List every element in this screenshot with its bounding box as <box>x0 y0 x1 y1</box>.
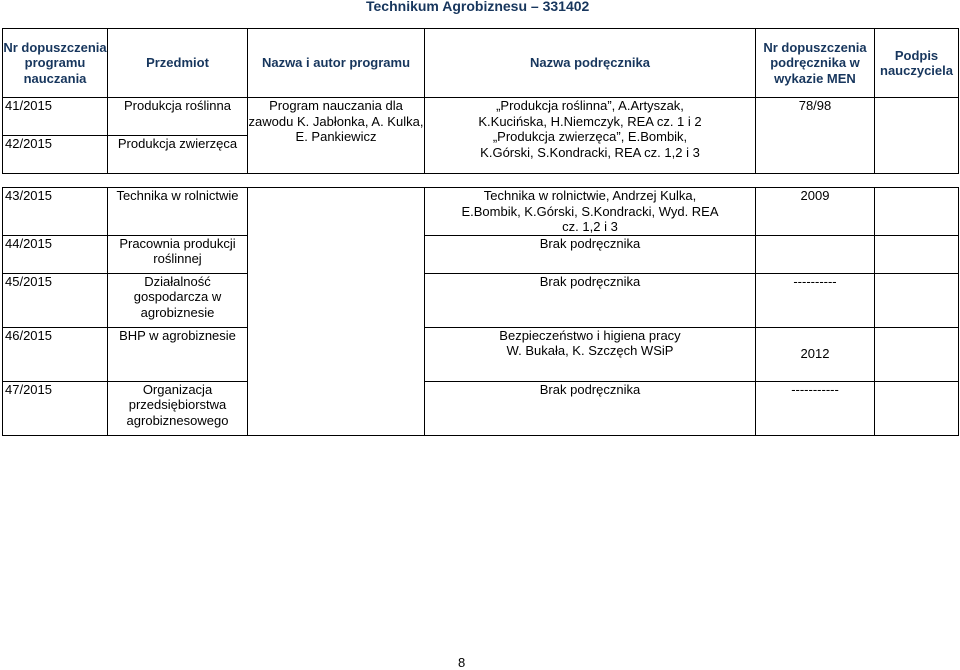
cell-przedmiot: Technika w rolnictwie <box>108 188 248 236</box>
header-nazwa-podrecznika: Nazwa podręcznika <box>425 29 756 98</box>
cell-nr: 41/2015 <box>3 98 108 136</box>
cell-podrecznik: „Produkcja roślinna”, A.Artyszak, K.Kucińska, H.Niemczyk, REA cz. 1 i 2 „Produkcja zwierzęca”, E.Bombik, K.Górski, S.Kondracki, REA cz. 1,2 i 3 <box>425 98 756 174</box>
table-row <box>3 327 959 381</box>
cell-nr-men: 2012 <box>756 327 875 381</box>
cell-podpis <box>875 273 959 327</box>
cell-podpis <box>875 235 959 273</box>
cell-podrecznik: Brak podręcznika <box>425 273 756 327</box>
cell-podpis <box>875 98 959 174</box>
cell-przedmiot: BHP w agrobiznesie <box>108 327 248 381</box>
cell-nr-men: ---------- <box>756 273 875 327</box>
header-podpis: Podpis nauczyciela <box>875 29 959 98</box>
table-row <box>3 188 959 236</box>
cell-nr-men <box>756 235 875 273</box>
cell-nr: 45/2015 <box>3 273 108 327</box>
cell-podrecznik: Technika w rolnictwie, Andrzej Kulka, E.Bombik, K.Górski, S.Kondracki, Wyd. REA cz. 1,2 i 3 <box>425 188 756 236</box>
cell-nr-men: 78/98 <box>756 98 875 174</box>
cell-nr: 44/2015 <box>3 235 108 273</box>
cell-nr: 42/2015 <box>3 136 108 174</box>
cell-podrecznik: Brak podręcznika <box>425 381 756 435</box>
table-row <box>3 235 959 273</box>
cell-przedmiot: Działalność gospodarcza w agrobiznesie <box>108 273 248 327</box>
cell-nr: 46/2015 <box>3 327 108 381</box>
table-row <box>3 273 959 327</box>
header-przedmiot: Przedmiot <box>108 29 248 98</box>
page-number: 8 <box>458 655 466 670</box>
cell-podpis <box>875 188 959 236</box>
cell-nr: 43/2015 <box>3 188 108 236</box>
cell-program-empty <box>248 188 425 436</box>
cell-nr-men: 2009 <box>756 188 875 236</box>
page-header <box>0 0 960 15</box>
cell-przedmiot: Pracownia produkcji roślinnej <box>108 235 248 273</box>
cell-podrecznik: Bezpieczeństwo i higiena pracy W. Bukała, K. Szczęch WSiP <box>425 327 756 381</box>
cell-przedmiot: Produkcja zwierzęca <box>108 136 248 174</box>
cell-przedmiot: Organizacja przedsiębiorstwa agrobiznesowego <box>108 381 248 435</box>
cell-podpis <box>875 381 959 435</box>
cell-podpis <box>875 327 959 381</box>
cell-nr: 47/2015 <box>3 381 108 435</box>
program-table-bottom <box>2 187 959 436</box>
table-row <box>3 98 959 136</box>
page-title: Technikum Agrobiznesu – 331402 <box>366 0 590 14</box>
header-nr-podrecznika: Nr dopuszczenia podręcznika w wykazie MEN <box>756 29 875 98</box>
program-table-top <box>2 28 959 174</box>
header-nazwa-autor: Nazwa i autor programu <box>248 29 425 98</box>
header-row <box>3 29 959 98</box>
cell-nr-men: ----------- <box>756 381 875 435</box>
table-row <box>3 381 959 435</box>
cell-program: Program nauczania dla zawodu K. Jabłonka, A. Kulka, E. Pankiewicz <box>248 98 425 174</box>
header-nr-programu: Nr dopuszczenia programu nauczania <box>3 29 108 98</box>
cell-przedmiot: Produkcja roślinna <box>108 98 248 136</box>
cell-podrecznik: Brak podręcznika <box>425 235 756 273</box>
